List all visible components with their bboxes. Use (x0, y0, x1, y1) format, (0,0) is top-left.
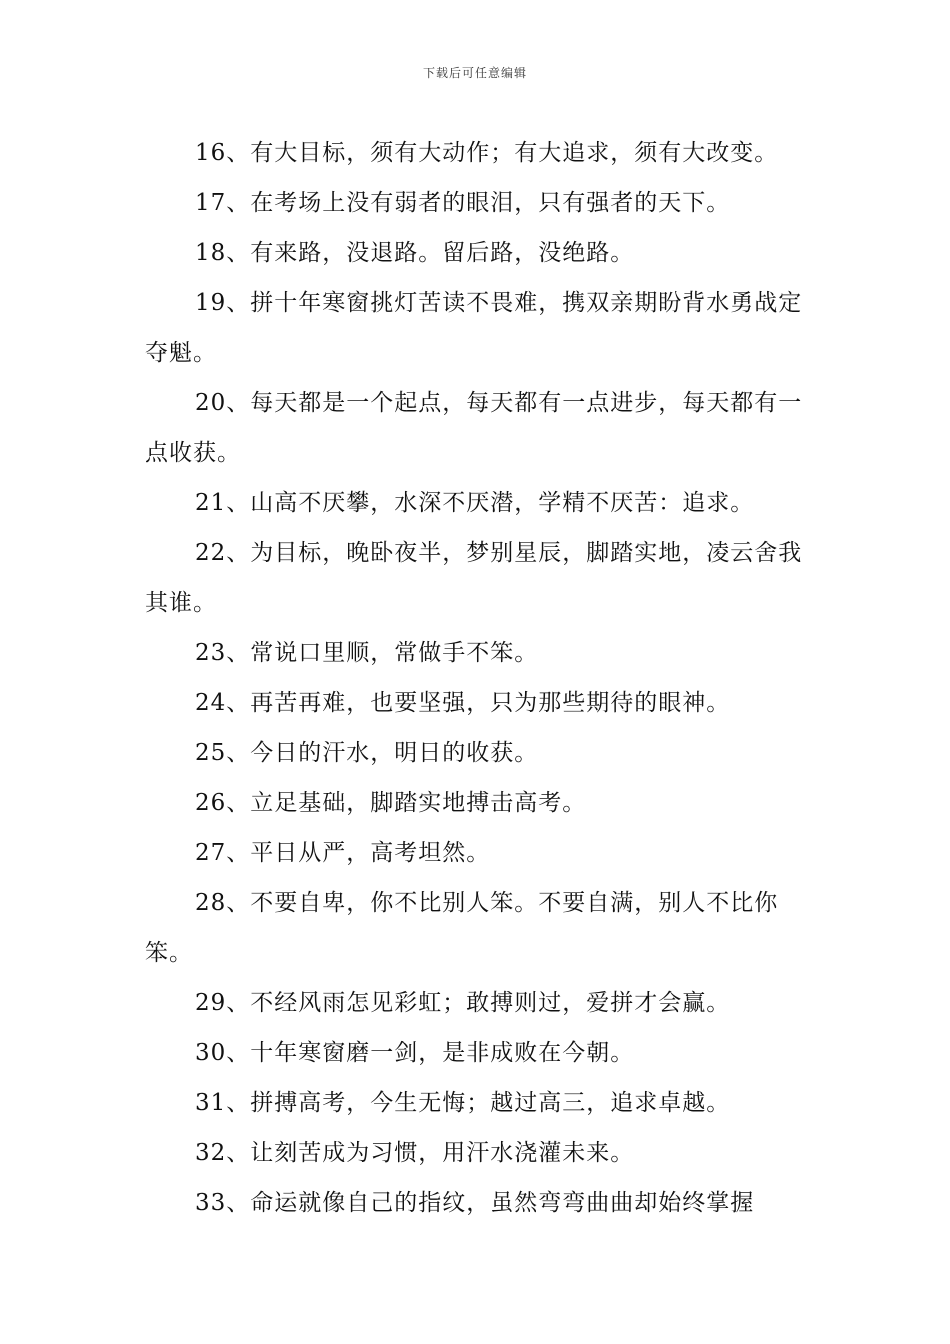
paragraph-22: 22、为目标，晚卧夜半，梦别星辰，脚踏实地，凌云舍我其谁。 (145, 540, 803, 616)
paragraph-33: 33、命运就像自己的指纹，虽然弯弯曲曲却始终掌握 (195, 1190, 755, 1216)
paragraph-28: 28、不要自卑，你不比别人笨。不要自满，别人不比你笨。 (145, 890, 779, 966)
paragraph-26: 26、立足基础，脚踏实地搏击高考。 (195, 790, 587, 816)
paragraph-24: 24、再苦再难，也要坚强，只为那些期待的眼神。 (195, 690, 731, 716)
paragraph-32: 32、让刻苦成为习惯，用汗水浇灌未来。 (195, 1140, 635, 1166)
paragraph-30: 30、十年寒窗磨一剑，是非成败在今朝。 (195, 1040, 635, 1066)
paragraph-23: 23、常说口里顺，常做手不笨。 (195, 640, 539, 666)
paragraph-20: 20、每天都是一个起点，每天都有一点进步，每天都有一点收获。 (145, 390, 803, 466)
paragraph-27: 27、平日从严，高考坦然。 (195, 840, 491, 866)
paragraph-29: 29、不经风雨怎见彩虹；敢搏则过，爱拼才会赢。 (195, 990, 731, 1016)
paragraph-17: 17、在考场上没有弱者的眼泪，只有强者的天下。 (195, 190, 731, 216)
paragraph-18: 18、有来路，没退路。留后路，没绝路。 (195, 240, 635, 266)
paragraph-25: 25、今日的汗水，明日的收获。 (195, 740, 539, 766)
document-body (145, 128, 810, 1228)
page-header: 下载后可任意编辑 (422, 66, 527, 80)
paragraph-21: 21、山高不厌攀，水深不厌潜，学精不厌苦：追求。 (195, 490, 755, 516)
paragraph-31: 31、拼搏高考，今生无悔；越过高三，追求卓越。 (195, 1090, 731, 1116)
paragraph-16: 16、有大目标，须有大动作；有大追求，须有大改变。 (195, 140, 779, 166)
paragraph-19: 19、拼十年寒窗挑灯苦读不畏难，携双亲期盼背水勇战定夺魁。 (145, 290, 803, 366)
